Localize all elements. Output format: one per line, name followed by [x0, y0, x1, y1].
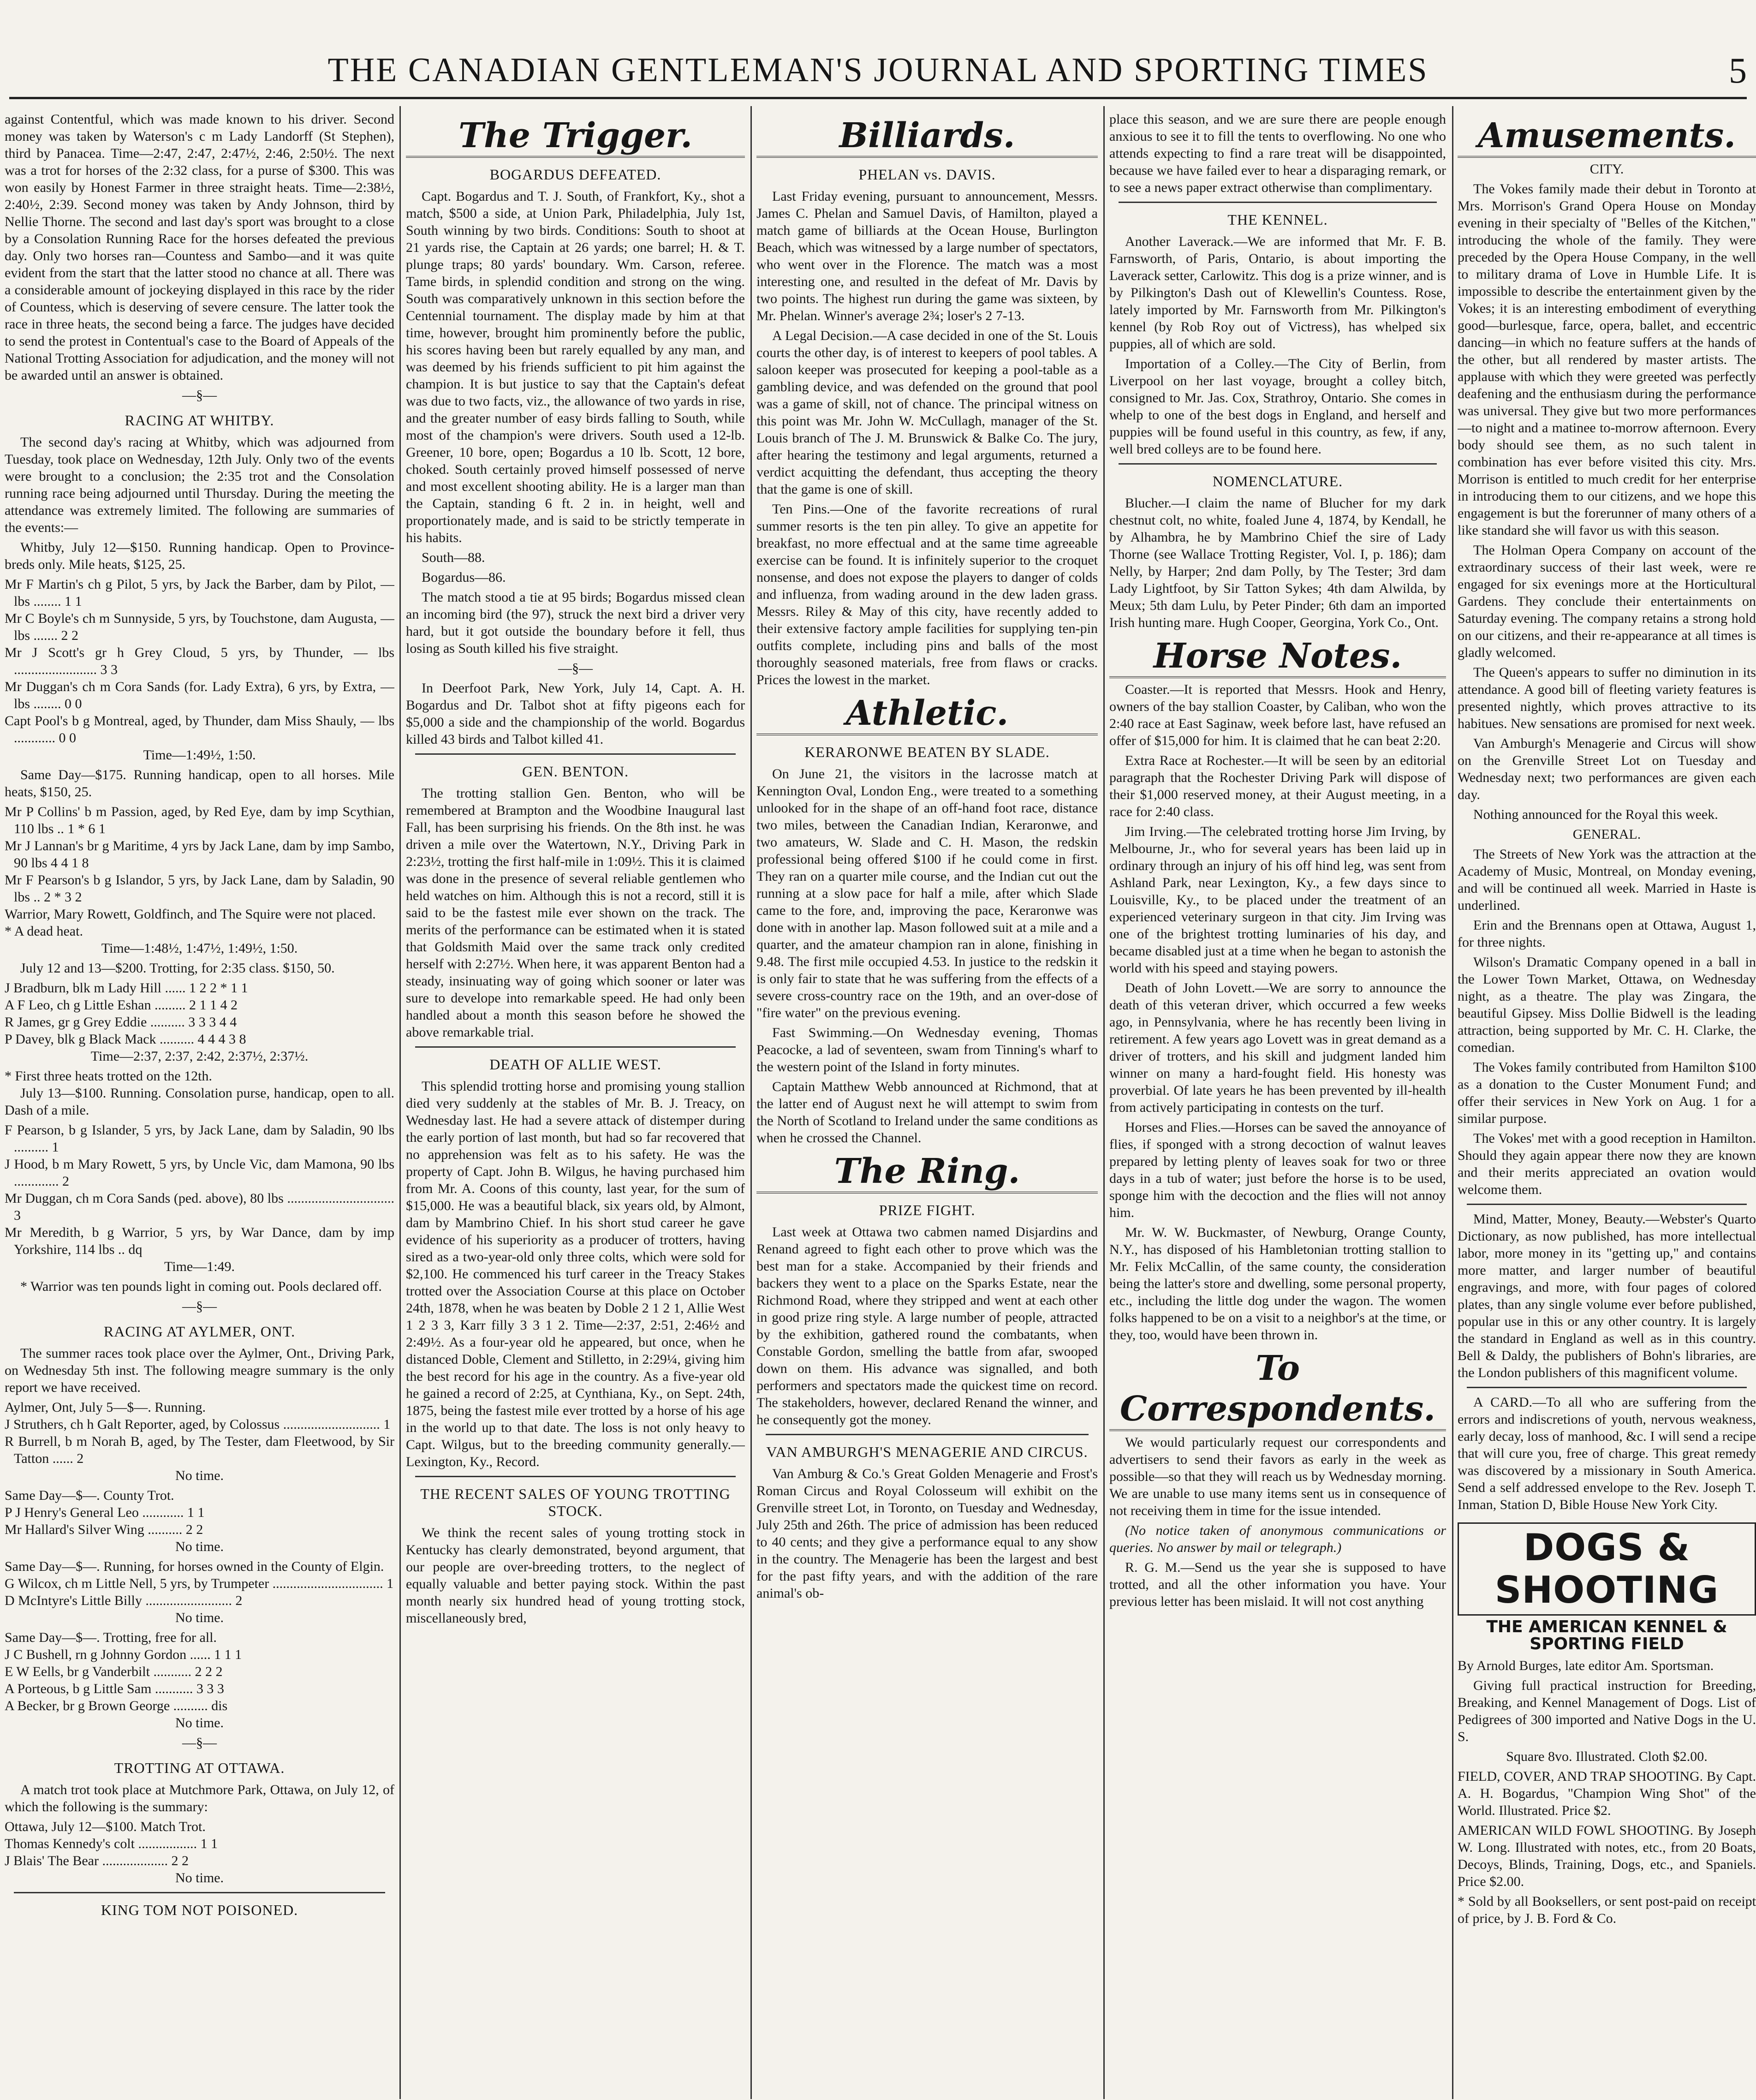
race-entry: A Porteous, b g Little Sam ........... 3 3 3 [5, 1681, 224, 1696]
section-title-horse-notes: Horse Notes. [1109, 636, 1446, 678]
column-divider [1452, 106, 1453, 2099]
score-line: South—88. [422, 550, 485, 565]
paragraph: R. G. M.—Send us the year she is supposed to have trotted, and all the other information you have. Your previous letter has been mislaid. It will not cost anything [1109, 1560, 1446, 1609]
paragraph: The Queen's appears to suffer no diminution in its attendance. A good bill of fleeting variety features is presented nightly, which proves attractive to its habitues. New sensations are promised for next week. [1458, 665, 1756, 731]
paragraph: Captain Matthew Webb announced at Richmond, that at the latter end of August next he will attempt to swim from the North of Scotland to Ireland under the same conditions as when he crossed the Channel. [756, 1079, 1098, 1145]
ad-line: Giving full practical instruction for Breeding, Breaking, and Kennel Management of Dogs. List of Pedigrees of 300 imported and Native Dogs in the U. S. [1458, 1678, 1756, 1744]
paragraph: Mr. W. W. Buckmaster, of Newburg, Orange County, N.Y., has disposed of his Hambletonian trotting stallion to Mr. Felix McCallin, of the same county, the consideration being the latter's store and dwelling, some personal property, etc., including the little dog under the wagon. The women folks happened to be on a visit to a neighbor's at the time, or they, too, would have been thrown in. [1109, 1225, 1446, 1342]
paragraph: The trotting stallion Gen. Benton, who will be remembered at Brampton and the Woodbine Inaugural last Fall, has been surprising his friends. On the 8th inst. he was driven a mile over the Watertown, N.Y., Driving Park in 2:23½, trotting the first half-mile in 1:09½. This it is claimed was done in the presence of several reliable gentlemen who held watches on him. Although this is not a record, still it is said to be the fastest mile ever shown on the track. The merits of the performance can be estimated when it is stated that Goldsmith Maid over the same track only credited herself with 2:27½. When here, it was apparent Benton had a steady, insinuating way of going which sooner or later was sure to develope into remarkable speed. He had only been handled about a month this season before he showed the above remarkable trial. [406, 786, 745, 1040]
race-entry: J Blais' The Bear ................... 2 2 [5, 1853, 189, 1868]
race-note: * A dead heat. [5, 924, 83, 939]
section-title-trigger: The Trigger. [406, 115, 745, 158]
ad-line: * Sold by all Booksellers, or sent post-paid on receipt of price, by J. B. Ford & Co. [1458, 1894, 1756, 1926]
column-4-kennel [1109, 111, 1446, 2094]
race-time: No time. [175, 1610, 224, 1625]
paragraph: Van Amburg & Co.'s Great Golden Menagerie and Frost's Roman Circus and Royal Colosseum will exhibit on the Grenville street Lot, in Toronto, on Tuesday and Wednesday, July 25th and 26th. The price of admission has been reduced to 40 cents; and they give a performance equal to any show in the country. The Menagerie has been the largest and best for the past fifty years, and with the addition of the rare animal's ob- [756, 1466, 1098, 1601]
section-separator: —§— [182, 388, 217, 403]
race-entry: Mr J Scott's gr h Grey Cloud, 5 yrs, by Thunder, — lbs ........................ 3 3 [5, 645, 394, 677]
advertisement-text: A CARD.—To all who are suffering from the errors and indiscretions of youth, nervous weakness, early decay, loss of manhood, &c. I will send a recipe that will cure you, free of charge. This great remedy was discovered by a missionary in South America. Send a self addressed envelope to the Rev. Joseph T. Inman, Station D, Bible House New York City. [1458, 1395, 1756, 1512]
score-line: Bogardus—86. [422, 570, 506, 585]
race-entry: J Hood, b m Mary Rowett, 5 yrs, by Uncle Vic, dam Mamona, 90 lbs ............. 2 [5, 1157, 394, 1189]
column-5-amusements [1458, 111, 1756, 2094]
heading-trotting-at-ottawa: TROTTING AT OTTAWA. [114, 1760, 285, 1776]
rule [1119, 463, 1437, 465]
race-time: No time. [175, 1870, 224, 1885]
subheading-city: CITY. [1589, 161, 1624, 177]
paragraph: Death of John Lovett.—We are sorry to announce the death of this veteran driver, which occurred a few weeks ago, in Pennsylvania, where he has recently been living in retirement. A few years ago Lovett was in great demand as a driver of trotters, and his skill and judgment landed him winner on many a hard-fought field. His honesty was proverbial. Of late years he has been prevented by ill-health from actively participating in contests on the turf. [1109, 980, 1446, 1115]
race-time: No time. [175, 1468, 224, 1483]
race-time: Time—1:49½, 1:50. [143, 747, 256, 763]
paragraph: We would particularly request our correspondents and advertisers to send their favors as early in the week as possible—so that they will reach us by Wednesday morning. We are unable to use many items sent us in consequence of not receiving them in time for the issue intended. [1109, 1435, 1446, 1518]
section-title-billiards: Billiards. [756, 115, 1098, 158]
paragraph: A match trot took place at Mutchmore Park, Ottawa, on July 12, of which the following is the summary: [5, 1782, 394, 1814]
paragraph: Blucher.—I claim the name of Blucher for my dark chestnut colt, no white, foaled June 4, 1874, by Kendall, he by Alhambra, he by Mambrino Chief the sire of Lady Thorne (see Wallace Trotting Register, Vol. I, p. 186); dam Nelly, by Harper; 2nd dam Polly, by The Tester; 3rd dam Lady Lightfoot, by Sir Tatton Sykes; 4th dam Alwilda, by Meux; 5th dam Lulu, by Peter Pinder; 6th dam an imported Irish hunting mare. Hugh Cooper, Georgina, York Co., Ont. [1109, 495, 1446, 630]
paragraph: Another Laverack.—We are informed that Mr. F. B. Farnsworth, of Paris, Ontario, is about importing the Laverack setter, Carlowitz. This dog is a prize winner, and is by Pilkington's Dash out of Klewellin's Countess. Rose, lately imported by Mr. Farnsworth from Mr. Pilkington's kennel (by Rob Roy out of Victress), has whelped six puppies, all of which are sold. [1109, 234, 1446, 352]
paragraph: (No notice taken of anonymous communications or queries. No answer by mail or telegraph.) [1109, 1523, 1446, 1555]
paragraph: Ten Pins.—One of the favorite recreations of rural summer resorts is the ten pin alley. To give an appetite for breakfast, no more effectual and at the same time agreeable exercise can be found. It is infinitely superior to the croquet nonsense, and does not expose the players to danger of colds and influenza, from wading around in the dew laden grass. Messrs. Riley & May of this city, have recently added to their extensive factory ample facilities for supplying ten-pin outfits complete, including pins and balls of the most thoroughly seasoned materials, free from flaws or cracks. Prices the lowest in the market. [756, 501, 1098, 687]
paragraph: Last week at Ottawa two cabmen named Disjardins and Renand agreed to fight each other to prove which was the best man for a stake. Accompanied by their friends and backers they went to a place on the Sparks Estate, near the Richmond Road, where they stripped and went at each other in good prize ring style. A large number of people, attracted by the exhibition, gathered round the combatants, when Constable Gordon, smelling the battle from afar, swooped down on them. His advance was signalled, and both performers and spectators made the quickest time on record. The stakeholders, however, declared Renand the winner, and he consequently got the money. [756, 1224, 1098, 1427]
paragraph: Erin and the Brennans open at Ottawa, August 1, for three nights. [1458, 918, 1756, 950]
race-note: * First three heats trotted on the 12th. [5, 1068, 212, 1084]
heading-gen-benton: GEN. BENTON. [522, 763, 629, 780]
race-entry: Thomas Kennedy's colt ................. 1 1 [5, 1836, 218, 1851]
heading-racing-at-whitby: RACING AT WHITBY. [125, 412, 274, 429]
heading-king-tom: KING TOM NOT POISONED. [101, 1902, 298, 1918]
paragraph: Jim Irving.—The celebrated trotting horse Jim Irving, by Melbourne, Jr., who for several years has been laid up in ordinary through an injury of his off hind leg, was sent from Ashland Park, near Lexington, Ky., a few days since to Louisville, Ky., to be placed under the treatment of an experienced veterinary surgeon in that city. Jim Irving was one of the brightest trotting luminaries of his day, and became disabled just at a time when he began to astonish the world with his speed and staying powers. [1109, 824, 1446, 976]
newspaper-title: THE CANADIAN GENTLEMAN'S JOURNAL AND SPORTING TIMES [327, 51, 1429, 89]
paragraph: Horses and Flies.—Horses can be saved the annoyance of flies, if sponged with a strong decoction of walnut leaves prepared by letting plenty of leaves soak for two or three days in a tub of water; just before the horse is to be used, sponge him with the decoction and the flies will not annoy him. [1109, 1120, 1446, 1220]
rule [14, 1892, 385, 1893]
section-separator: —§— [182, 1299, 217, 1314]
paragraph: Van Amburgh's Menagerie and Circus will show on the Grenville Street Lot on Tuesday and Wednesday next; two performances are given each day. [1458, 736, 1756, 802]
race-entry: Ottawa, July 12—$100. Match Trot. [5, 1819, 206, 1834]
ad-line: Square 8vo. Illustrated. Cloth $2.00. [1506, 1749, 1708, 1764]
section-separator: —§— [558, 661, 593, 676]
paragraph: The second day's racing at Whitby, which was adjourned from Tuesday, took place on Wednesday, 12th July. Only two of the events were brought to a conclusion; the 2:35 trot and the Consolation running race being adjourned until Thursday. During the meeting the attendance was extremely limited. The following are summaries of the events:— [5, 435, 394, 535]
race-entry: Mr Meredith, b g Warrior, 5 yrs, by War Dance, dam by imp Yorkshire, 114 lbs .. dq [5, 1225, 394, 1257]
paragraph: Wilson's Dramatic Company opened in a ball in the Lower Town Market, Ottawa, on Wednesday night, as a theatre. The play was Zingara, the beautiful Gipsey. Miss Dollie Bidwell is the leading attraction, being supported by Mr. C. H. Clarke, the comedian. [1458, 955, 1756, 1055]
column-3-billiards [756, 111, 1098, 2094]
race-entry: Same Day—$—. Running, for horses owned in the County of Elgin. [5, 1559, 384, 1574]
paragraph: The Vokes family contributed from Hamilton $100 as a donation to the Custer Monument Fund; and offer their services in New York on Aug. 1 for a similar purpose. [1458, 1060, 1756, 1126]
race-time: No time. [175, 1715, 224, 1730]
paragraph: This splendid trotting horse and promising young stallion died very suddenly at the stables of Mr. B. J. Treacy, on Wednesday last. He had a severe attack of distemper during the early portion of last month, but had so far recovered that no apprehension was felt as to his safety. He was the property of Capt. John B. Wilgus, he having purchased him from Mr. A. Coons of this county, last year, for the sum of $15,000. He was a beautiful black, six years old, by Almont, dam by Mambrino Chief. In his short stud career he gave evidence of his superiority as a producer of trotters, having sired as a two-year-old only three colts, which were sold for $2,100. He commenced his turf career in the Treacy Stakes trotted over the Association Course at this place on October 24th, 1878, when he was beaten by Doble 2 1 2 1, Allie West 1 2 3 3, Karr filly 3 3 1 2. Time—2:37, 2:51, 2:46½ and 2:49½. As a four-year old he appeared, but once, when he distanced Doble, Clement and Stilletto, in 2:29¼, giving him the best record for his age in the country. As a five-year old he gained a record of 2:25, at Cynthiana, Ky., on Sept. 24th, 1875, being the fastest mile ever trotted by a horse of his age in the world up to that date. The loss is not only heavy to Capt. Wilgus, but to the breeding community generally.—Lexington, Ky., Record. [406, 1079, 745, 1469]
heading-keraronwe: KERARONWE BEATEN BY SLADE. [804, 744, 1050, 760]
column-divider [1103, 106, 1105, 2099]
paragraph: On June 21, the visitors in the lacrosse match at Kennington Oval, London Eng., were treated to a something unlooked for in the shape of an off-hand foot race, distance two miles, between the Canadian Indian, Keraronwe, and two amateurs, W. Slade and C. H. Mason, the redskin professional being offered $100 if he could come in first. They ran on a quarter mile course, and the Indian cut out the running at a slow pace for half a mile, after which Slade came to the fore, and, improving the pace, Keraronwe was done with in another lap. Mason followed suit at a mile and a quarter, and the amateur champion ran in alone, finishing in 9.48. The first mile occupied 4.53. In justice to the redskin it is only fair to state that he was suffering from the effects of a severe cross-country race on the 19th, and an over-dose of "fire water" on the previous evening. [756, 766, 1098, 1020]
paragraph: The Holman Opera Company on account of the extraordinary success of their last week, were re engaged for six evenings more at the Horticultural Gardens. They conclude their entertainments on Saturday evening. The company retains a strong hold on our citizens, and their re-appearance at all times is gladly welcomed. [1458, 543, 1756, 660]
race-time: Time—1:49. [164, 1259, 235, 1274]
race-entry: Mr Duggan, ch m Cora Sands (ped. above), 80 lbs ............................... 3 [5, 1191, 394, 1223]
rule [415, 1046, 736, 1048]
rule [415, 753, 736, 755]
race-entry: Mr Duggan's ch m Cora Sands (for. Lady Extra), 6 yrs, by Extra, — lbs ........ 0 0 [5, 679, 394, 711]
race-note: * Warrior was ten pounds light in coming out. Pools declared off. [20, 1279, 382, 1294]
column-2-trigger [406, 111, 745, 2094]
rule [1467, 1387, 1747, 1388]
race-time: No time. [175, 1539, 224, 1554]
rule [1467, 1204, 1747, 1205]
race-entry: P J Henry's General Leo ............ 1 1 [5, 1505, 205, 1520]
heading-recent-sales: THE RECENT SALES OF YOUNG TROTTING STOCK. [420, 1486, 731, 1519]
race-entry: Capt Pool's b g Montreal, aged, by Thunder, dam Miss Shauly, — lbs ............ 0 0 [5, 713, 394, 746]
rule [766, 1434, 1089, 1435]
section-title-athletic: Athletic. [756, 693, 1098, 735]
race-entry: Same Day—$—. Trotting, free for all. [5, 1630, 217, 1645]
race-entry: A Becker, br g Brown George .......... dis [5, 1698, 228, 1713]
heading-nomenclature: NOMENCLATURE. [1212, 473, 1343, 489]
section-title-correspondents: To Correspondents. [1109, 1348, 1446, 1431]
rule [1119, 202, 1437, 203]
heading-prize-fight: PRIZE FIGHT. [879, 1202, 976, 1218]
heading-phelan-vs-davis: PHELAN vs. DAVIS. [858, 166, 996, 183]
race-entry: J Struthers, ch h Galt Reporter, aged, by Colossus ............................ 1 [5, 1417, 391, 1432]
paragraph: The Vokes' met with a good reception in Hamilton. Should they again appear there now they are known and their merits appreciated an ovation would welcome them. [1458, 1131, 1756, 1197]
heading-van-amburgh: VAN AMBURGH'S MENAGERIE AND CIRCUS. [766, 1444, 1088, 1460]
paragraph: The Streets of New York was the attraction at the Academy of Music, Montreal, on Monday evening, and will be continued all week. Married in Haste is underlined. [1458, 847, 1756, 913]
paragraph: July 13—$100. Running. Consolation purse, handicap, open to all. Dash of a mile. [5, 1086, 394, 1118]
heading-bogardus-defeated: BOGARDUS DEFEATED. [489, 166, 661, 183]
masthead [0, 0, 1756, 97]
race-entry: P Davey, blk g Black Mack .......... 4 4 4 3 8 [5, 1032, 246, 1047]
race-entry: Mr F Pearson's b g Islandor, 5 yrs, by Jack Lane, dam by Saladin, 90 lbs .. 2 * 3 2 [5, 872, 394, 905]
race-entry: G Wilcox, ch m Little Nell, 5 yrs, by Trumpeter ................................ 1 [5, 1576, 394, 1591]
race-entry: Mr J Lannan's br g Maritime, 4 yrs by Jack Lane, dam by imp Sambo, 90 lbs 4 4 1 8 [5, 838, 394, 871]
race-entry: J C Bushell, rn g Johnny Gordon ...... 1 1 1 [5, 1647, 242, 1662]
paragraph: Capt. Bogardus and T. J. South, of Frankfort, Ky., shot a match, $500 a side, at Union Park, Philadelphia, July 1st, South winning by two birds. Conditions: South to shoot at 21 yards rise, the Captain at 26 yards; one barrel; H. & T. plunge traps; 80 yards' boundary. Wm. Carson, referee. Tame birds, in splendid condition and strong on the wing. South was comparatively unknown in this section before the Centennial tournament. The display made by him at that time, however, brought him prominently before the public, his scores having been but rarely equalled by any man, and was deemed by his friends sufficient to pit him against the champion. It is but justice to say that the Captain's defeat was due to two facts, viz., the allowance of two yards in rise, and the greater number of easy birds falling to South, while most of the champion's were drivers. South used a 12-lb. Greener, 10 bore, open; Bogardus a 10 lb. Scott, 12 bore, choked. South certainly proved himself possessed of nerve and most excellent shooting ability. He is a larger man than the Captain, standing 6 ft. 2 in. in height, well and proportionately made, and is said to be strictly temperate in his habits. [406, 189, 745, 545]
ad-line: FIELD, COVER, AND TRAP SHOOTING. By Capt. A. H. Bogardus, "Champion Wing Shot" of the World. Illustrated. Price $2. [1458, 1769, 1756, 1818]
race-entry: R Burrell, b m Norah B, aged, by The Tester, dam Fleetwood, by Sir Tatton ...... 2 [5, 1434, 394, 1466]
paragraph: The Vokes family made their debut in Toronto at Mrs. Morrison's Grand Opera House on Monday evening in their specialty of "Belles of the Kitchen," introducing the whole of the family. They were preceded by the Opera House Company, in the well to military drama of Love in Humble Life. It is impossible to describe the entertainment given by the Vokes; it is an interesting embodiment of everything good—burlesque, farce, opera, ballet, and eccentric dancing—in which no feature suffers at the hands of the other, but all rendered by master artists. The applause with which they were greeted was perfectly deafening and the enthusiasm during the performance was universal. They give but two more performances—to night and a matinee to-morrow afternoon. Every body should see them, as no such talent in combination has ever before visited this city. Mrs. Morrison is entitled to much credit for her enterprise in introducing them to our citizens, and we hope this engagement is but the forerunner of many others of a like standard she will favor us with this season. [1458, 181, 1756, 538]
section-title-amusements: Amusements. [1458, 115, 1756, 158]
race-time: Time—1:48½, 1:47½, 1:49½, 1:50. [101, 941, 298, 956]
article-continued-text: place this season, and we are sure there are people enough anxious to see it to fill the tents to overflowing. No one who attends expecting to find a rare treat will be disappointed, because we have failed ever to hear a disparaging remark, or to see a news paper extract otherwise than complimentary. [1109, 112, 1446, 195]
paragraph: Whitby, July 12—$150. Running handicap. Open to Province-breds only. Mile heats, $125, 25. [5, 540, 394, 572]
masthead-rule [9, 97, 1747, 99]
section-separator: —§— [182, 1735, 217, 1750]
subheading-general: GENERAL. [1572, 827, 1641, 842]
page-number: 5 [1729, 50, 1747, 90]
race-entry: Mr P Collins' b m Passion, aged, by Red Eye, dam by imp Scythian, 110 lbs .. 1 * 6 1 [5, 804, 394, 836]
column-divider [399, 106, 401, 2099]
section-title-ring: The Ring. [756, 1151, 1098, 1193]
race-entry: J Bradburn, blk m Lady Hill ...... 1 2 2 * 1 1 [5, 980, 248, 996]
paragraph: The match stood a tie at 95 birds; Bogardus missed clean an incoming bird (the 97), struck the next bird a driver very hard, but it got outside the boundary before it fell, thus losing as South killed his five straight. [406, 590, 745, 656]
race-entry: D McIntyre's Little Billy ......................... 2 [5, 1593, 243, 1608]
race-entry: A F Leo, ch g Little Eshan ......... 2 1 1 4 2 [5, 997, 238, 1013]
heading-death-of-allie-west: DEATH OF ALLIE WEST. [489, 1056, 661, 1073]
paragraph: Same Day—$175. Running handicap, open to all horses. Mile heats, $150, 25. [5, 767, 394, 799]
paragraph: In Deerfoot Park, New York, July 14, Capt. A. H. Bogardus and Dr. Talbot shot at fifty pigeons each for $5,000 a side and the championship of the world. Bogardus killed 43 birds and Talbot killed 41. [406, 680, 745, 747]
ad-dogs-shooting-title: DOGS & SHOOTING [1458, 1522, 1756, 1616]
race-entry: Same Day—$—. County Trot. [5, 1488, 174, 1503]
race-entry: Mr C Boyle's ch m Sunnyside, 5 yrs, by Touchstone, dam Augusta, — lbs ....... 2 2 [5, 611, 394, 643]
column-divider [750, 106, 752, 2099]
paragraph: Extra Race at Rochester.—It will be seen by an editorial paragraph that the Rochester Driving Park will dispose of their $1,000 reserved money, at their August meeting, in a race for 2:40 class. [1109, 753, 1446, 819]
paragraph: A Legal Decision.—A case decided in one of the St. Louis courts the other day, is of interest to keepers of pool tables. A saloon keeper was prosecuted for keeping a pool-table as a gambling device, and was defended on the ground that pool was a game of skill, not of chance. The principal witness on this point was Mr. John W. McCullagh, manager of the St. Louis branch of The J. M. Brunswick & Balke Co. The jury, after hearing the testimony and legal arguments, returned a verdict acquitting the defendant, thus accepting the theory that the game is one of skill. [756, 328, 1098, 497]
race-entry: Aylmer, Ont, July 5—$—. Running. [5, 1400, 206, 1415]
advertisement-text: Mind, Matter, Money, Beauty.—Webster's Quarto Dictionary, as now published, has more intellectual labor, more money in its "getting up," and contains more matter, and larger number of beautiful engravings, and more, with four pages of colored plates, than any single volume ever before published, popular use in this or any other country. It is largely the standard in England as well as in this country. Bell & Daldy, the publishers of Bohn's libraries, are the London publishers of this magnificent volume. [1458, 1211, 1756, 1380]
race-entry: F Pearson, b g Islander, 5 yrs, by Jack Lane, dam by Saladin, 90 lbs .......... 1 [5, 1122, 394, 1155]
race-entry: Warrior, Mary Rowett, Goldfinch, and The Squire were not placed. [5, 907, 376, 922]
ad-kennel-subtitle: THE AMERICAN KENNEL & SPORTING FIELD [1486, 1617, 1727, 1653]
paragraph: Fast Swimming.—On Wednesday evening, Thomas Peacocke, a lad of seventeen, swam from Tinning's wharf to the western point of the Island in forty minutes. [756, 1025, 1098, 1074]
paragraph: Nothing announced for the Royal this week. [1473, 807, 1718, 822]
paragraph: The summer races took place over the Aylmer, Ont., Driving Park, on Wednesday 5th inst. The following meagre summary is the only report we have received. [5, 1346, 394, 1395]
paragraph: Importation of a Colley.—The City of Berlin, from Liverpool on her last voyage, brought a colley bitch, consigned to Mr. Jas. Cox, Strathroy, Ontario. She comes in whelp to one of the best dogs in England, and herself and puppies will be found useful in this country, as few, if any, well bred colleys are to be found here. [1109, 356, 1446, 457]
paragraph: We think the recent sales of young trotting stock in Kentucky has clearly demonstrated, beyond argument, that our people are over-breeding trotters, to the neglect of equally valuable and better paying stock. Within the past month nearly six hundred head of young trotting stock, miscellaneously bred, [406, 1525, 745, 1626]
ad-line: AMERICAN WILD FOWL SHOOTING. By Joseph W. Long. Illustrated with notes, etc., from 20 Boats, Decoys, Blinds, Training, Dogs, etc., and Spaniels. Price $2.00. [1458, 1823, 1756, 1889]
paragraph: Coaster.—It is reported that Messrs. Hook and Henry, owners of the bay stallion Coaster, by Caliban, who won the 2:40 race at East Saginaw, week before last, have refused an offer of $15,000 for him. It is claimed that he can beat 2:20. [1109, 682, 1446, 748]
race-entry: E W Eells, br g Vanderbilt ........... 2 2 2 [5, 1664, 223, 1679]
heading-racing-at-aylmer: RACING AT AYLMER, ONT. [103, 1323, 296, 1340]
race-entry: Mr F Martin's ch g Pilot, 5 yrs, by Jack the Barber, dam by Pilot, — lbs ........ 1 1 [5, 577, 394, 609]
race-entry: Mr Hallard's Silver Wing .......... 2 2 [5, 1522, 203, 1537]
column-1-racing [5, 111, 394, 2094]
race-entry: R James, gr g Grey Eddie .......... 3 3 3 4 4 [5, 1014, 237, 1030]
ad-line: By Arnold Burges, late editor Am. Sportsman. [1458, 1658, 1714, 1673]
rule [415, 1476, 736, 1477]
article-continued-text: against Contentful, which was made known to his driver. Second money was taken by Waterson's c m Lady Landorff (St Stephen), third by Panacea. Time—2:47, 2:47, 2:47½, 2:46, 2:50½. The next was a trot for horses of the 2:32 class, for a purse of $300. This was won easily by Honest Farmer in three straight heats. Time—2:38½, 2:40½, 2:39. Second money was taken by Andy Johnson, third by Nellie Thorne. The second and last day's sport was brought to a close by a Consolation Running Race for the horses defeated the previous day. Only two horses ran—Countess and Sambo—and it was quite evident from the start that the latter stood no chance at all. There was a considerable amount of jockeying displayed in this race by the rider of Countess, which is deserving of severe censure. The latter took the race in three heats, the second being a farce. The judges have decided to send the protest in Contentual's case to the Board of Appeals of the National Trotting Association for adjudication, and the money will not be awarded until an answer is obtained. [5, 112, 394, 383]
heading-the-kennel: THE KENNEL. [1227, 211, 1328, 228]
paragraph: July 12 and 13—$200. Trotting, for 2:35 class. $150, 50. [20, 961, 335, 976]
paragraph: Last Friday evening, pursuant to announcement, Messrs. James C. Phelan and Samuel Davis, of Hamilton, played a match game of billiards at the Ocean House, Burlington Beach, which was witnessed by a large number of spectators, who went over in the Florence. The match was a most interesting one, and resulted in the defeat of Mr. Davis by two points. The highest run during the game was sixteen, by Mr. Phelan. Winner's average 2¾; loser's 2 7-13. [756, 189, 1098, 323]
race-time: Time—2:37, 2:37, 2:42, 2:37½, 2:37½. [90, 1049, 309, 1064]
